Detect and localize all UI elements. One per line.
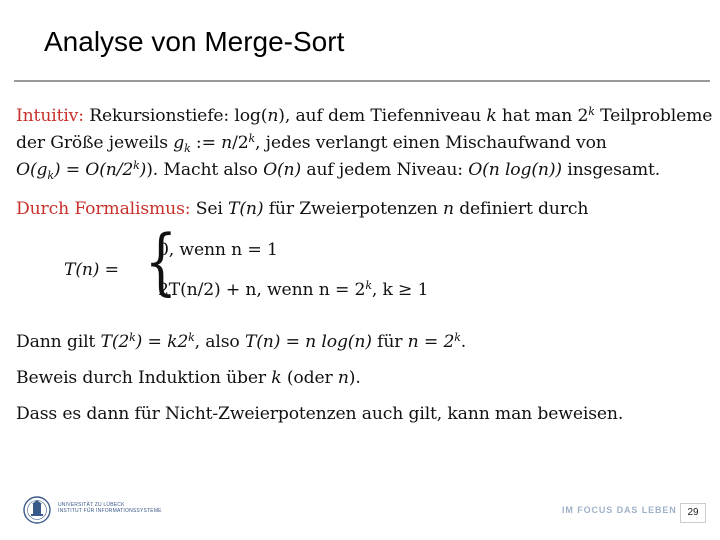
text: insgesamt.: [561, 160, 661, 180]
title-divider: [14, 80, 710, 82]
recurrence-lhs: T(n) =: [64, 260, 119, 280]
text: :=: [190, 133, 222, 153]
math: O(g: [16, 160, 48, 180]
math-sup: k: [129, 331, 136, 344]
text: für Zweierpotenzen: [263, 199, 443, 219]
text: auf jedem Niveau:: [301, 160, 469, 180]
math: k: [486, 106, 497, 126]
text: der Größe jeweils: [16, 133, 174, 153]
text: (oder: [281, 368, 338, 388]
math: O(n log(n)): [468, 160, 562, 180]
recurrence-case-1: 0, wenn n = 1: [158, 240, 278, 260]
intuitive-line-1: [16, 103, 713, 130]
math-sup: k: [588, 105, 595, 118]
text: für: [371, 332, 408, 352]
conclusion-line-3: Dass es dann für Nicht-Zweierpotenzen auch gilt, kann man beweisen.: [16, 404, 624, 424]
math: O(n): [263, 160, 302, 180]
math: ) = O(n/2: [53, 160, 134, 180]
text: definiert durch: [453, 199, 589, 219]
intuitive-line-3: $O(g_k) = O(n/2^k)$). Macht also O(n) auf jedem Niveau: O(n log(n)) insgesamt.: [16, 159, 661, 182]
math: n: [442, 199, 454, 219]
text: , also: [194, 332, 245, 352]
text: Dann gilt: [16, 332, 101, 352]
math: n: [337, 368, 349, 388]
math: n = 2: [407, 332, 455, 352]
university-name-line-2: INSTITUT FÜR INFORMATIONSSYSTEME: [58, 508, 162, 514]
formal-line: [16, 196, 710, 223]
university-name: [58, 502, 162, 514]
math: n: [267, 106, 279, 126]
math-sup: k: [365, 279, 372, 292]
page-number: 29: [680, 503, 706, 523]
university-seal-icon: [22, 492, 52, 528]
text: Teilprobleme: [594, 106, 713, 126]
text: .: [460, 332, 467, 352]
math-sub: k: [47, 169, 54, 182]
text: Beweis durch Induktion über: [16, 368, 272, 388]
math: k: [271, 368, 282, 388]
footer-motto: IM FOCUS DAS LEBEN: [562, 505, 677, 515]
text: ).: [348, 368, 361, 388]
text: hat man 2: [496, 106, 589, 126]
slide-footer: [0, 490, 720, 530]
math: g: [173, 133, 185, 153]
math: n: [221, 133, 233, 153]
intuitive-label: Intuitiv:: [16, 106, 84, 126]
university-name-line-1: UNIVERSITÄT ZU LÜBECK: [58, 502, 125, 508]
text: Sei: [190, 199, 229, 219]
recurrence-case-2: [158, 277, 428, 304]
text: /2: [232, 133, 249, 153]
slide-content: [16, 103, 713, 437]
conclusion-line-2: [16, 365, 710, 392]
text: Rekursionstiefe: log(: [83, 106, 268, 126]
math-sup: k: [188, 331, 195, 344]
formal-label: Durch Formalismus:: [16, 199, 191, 219]
text: , k ≥ 1: [371, 280, 429, 300]
math-sup: k: [133, 159, 140, 172]
text: , jedes verlangt einen Mischaufwand von: [255, 133, 607, 153]
text: ), auf dem Tiefenniveau: [278, 106, 487, 126]
slide-title: Analyse von Merge-Sort: [44, 26, 345, 57]
math: T(2: [100, 332, 130, 352]
left-brace-icon: {: [144, 219, 177, 303]
math: ) = k2: [135, 332, 189, 352]
text: 2T(n/2) + n, wenn n = 2: [158, 280, 366, 300]
text: ). Macht also: [146, 160, 264, 180]
math-sup: k: [248, 132, 256, 145]
math-sub: k: [184, 142, 191, 155]
conclusion-line-1: [16, 329, 710, 356]
recurrence-definition: [16, 219, 710, 311]
intuitive-line-2: [16, 130, 710, 157]
math: T(n): [228, 199, 264, 219]
math-sup: k: [454, 331, 461, 344]
math: T(n) = n log(n): [244, 332, 372, 352]
